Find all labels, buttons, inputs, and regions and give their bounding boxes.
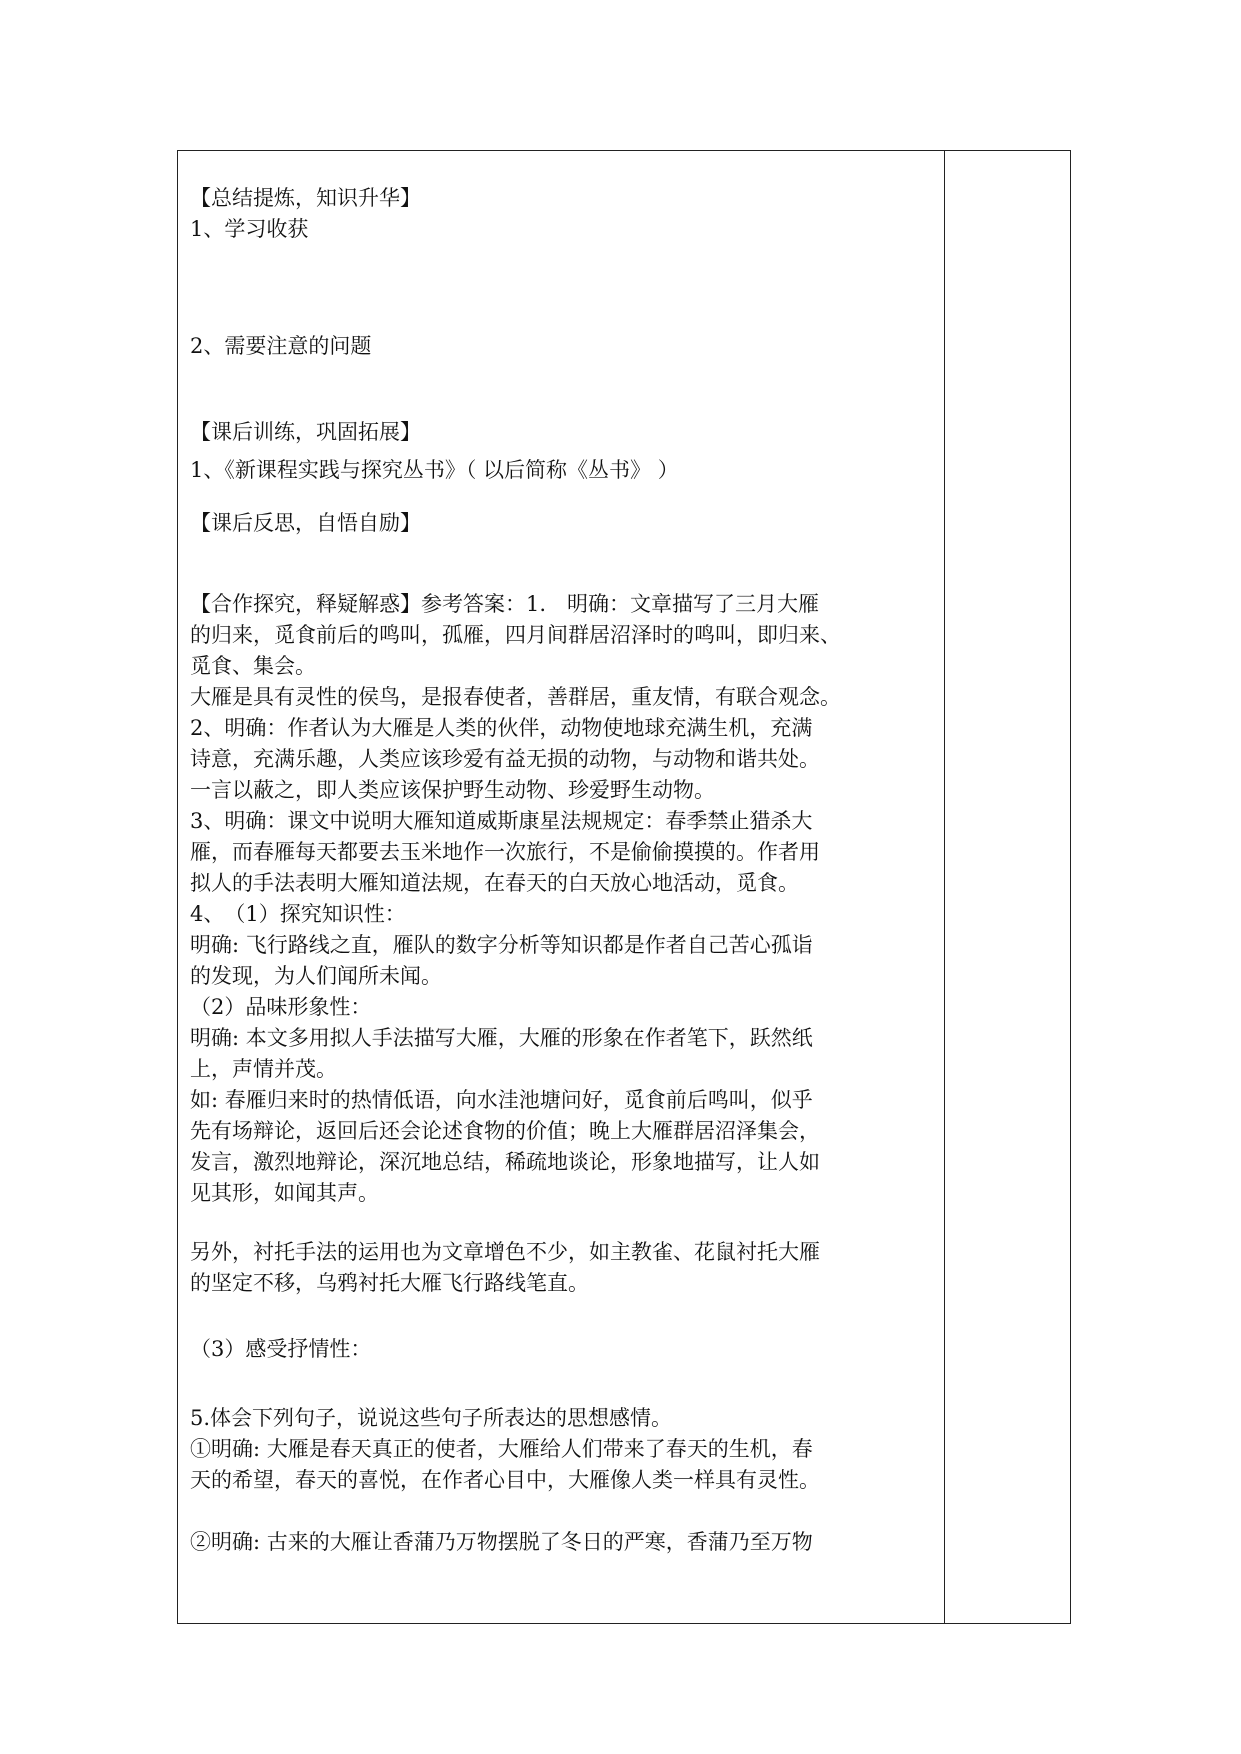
answer-line: 4、 （1）探究知识性： bbox=[190, 902, 406, 926]
answer-line: 的坚定不移，乌鸦衬托大雁飞行路线笔直。 bbox=[190, 1271, 589, 1295]
answer-line: 大雁是具有灵性的侯鸟，是报春使者，善群居，重友情，有联合观念。 bbox=[190, 685, 841, 709]
answer-line: ①明确: 大雁是春天真正的使者，大雁给人们带来了春天的生机，春 bbox=[190, 1437, 813, 1461]
answer-line: 见其形，如闻其声。 bbox=[190, 1181, 379, 1205]
answer-line: ②明确: 古来的大雁让香蒲乃万物摆脱了冬日的严寒，香蒲乃至万物 bbox=[190, 1530, 813, 1554]
answer-line: 一言以蔽之，即人类应该保护野生动物、珍爱野生动物。 bbox=[190, 778, 715, 802]
answer-line: 另外，衬托手法的运用也为文章增色不少，如主教雀、花鼠衬托大雁 bbox=[190, 1240, 820, 1264]
answer-line: 的归来，觅食前后的鸣叫，孤雁，四月间群居沼泽时的鸣叫，即归来、 bbox=[190, 623, 841, 647]
answer-line: 先有场辩论，返回后还会论述食物的价值；晚上大雁群居沼泽集会， bbox=[190, 1119, 820, 1143]
answer-line: 明确: 本文多用拟人手法描写大雁，大雁的形象在作者笔下，跃然纸 bbox=[190, 1026, 813, 1050]
column-divider bbox=[944, 151, 945, 1623]
answer-heading-line: 【合作探究，释疑解惑】参考答案：1. 明确：文章描写了三月大雁 bbox=[190, 592, 820, 616]
training-item: 1、《新课程实践与探究丛书》（ 以后简称《丛书》 ） bbox=[190, 458, 679, 482]
learning-gains-item: 1、学习收获 bbox=[190, 217, 309, 241]
answer-line: 3、明确：课文中说明大雁知道威斯康星法规规定：春季禁止猎杀大 bbox=[190, 809, 813, 833]
attention-issues-item: 2、需要注意的问题 bbox=[190, 334, 372, 358]
main-content-cell bbox=[178, 151, 944, 1623]
answer-line: 的发现，为人们闻所未闻。 bbox=[190, 964, 442, 988]
answer-line: 拟人的手法表明大雁知道法规，在春天的白天放心地活动，觅食。 bbox=[190, 871, 799, 895]
answer-line: 2、明确：作者认为大雁是人类的伙伴，动物使地球充满生机，充满 bbox=[190, 716, 813, 740]
answer-line: 天的希望，春天的喜悦，在作者心目中，大雁像人类一样具有灵性。 bbox=[190, 1468, 820, 1492]
answer-line: 如: 春雁归来时的热情低语，向水洼池塘问好，觅食前后鸣叫，似乎 bbox=[190, 1088, 813, 1112]
answer-line: （2）品味形象性： bbox=[190, 995, 372, 1019]
answer-line: 雁，而春雁每天都要去玉米地作一次旅行，不是偷偷摸摸的。作者用 bbox=[190, 840, 820, 864]
section-heading-training: 【课后训练，巩固拓展】 bbox=[190, 420, 421, 444]
answer-line: 诗意，充满乐趣，人类应该珍爱有益无损的动物，与动物和谐共处。 bbox=[190, 747, 820, 771]
answer-line: 明确: 飞行路线之直，雁队的数字分析等知识都是作者自己苦心孤诣 bbox=[190, 933, 813, 957]
answer-line: （3）感受抒情性： bbox=[190, 1337, 372, 1361]
lesson-table bbox=[177, 150, 1071, 1624]
section-heading-summary: 【总结提炼，知识升华】 bbox=[190, 186, 421, 210]
answer-line: 觅食、集会。 bbox=[190, 654, 316, 678]
answer-line: 上，声情并茂。 bbox=[190, 1057, 337, 1081]
answer-line: 发言，激烈地辩论，深沉地总结，稀疏地谈论，形象地描写，让人如 bbox=[190, 1150, 820, 1174]
section-heading-reflection: 【课后反思，自悟自励】 bbox=[190, 511, 421, 535]
answer-line: 5.体会下列句子，说说这些句子所表达的思想感情。 bbox=[190, 1406, 673, 1430]
